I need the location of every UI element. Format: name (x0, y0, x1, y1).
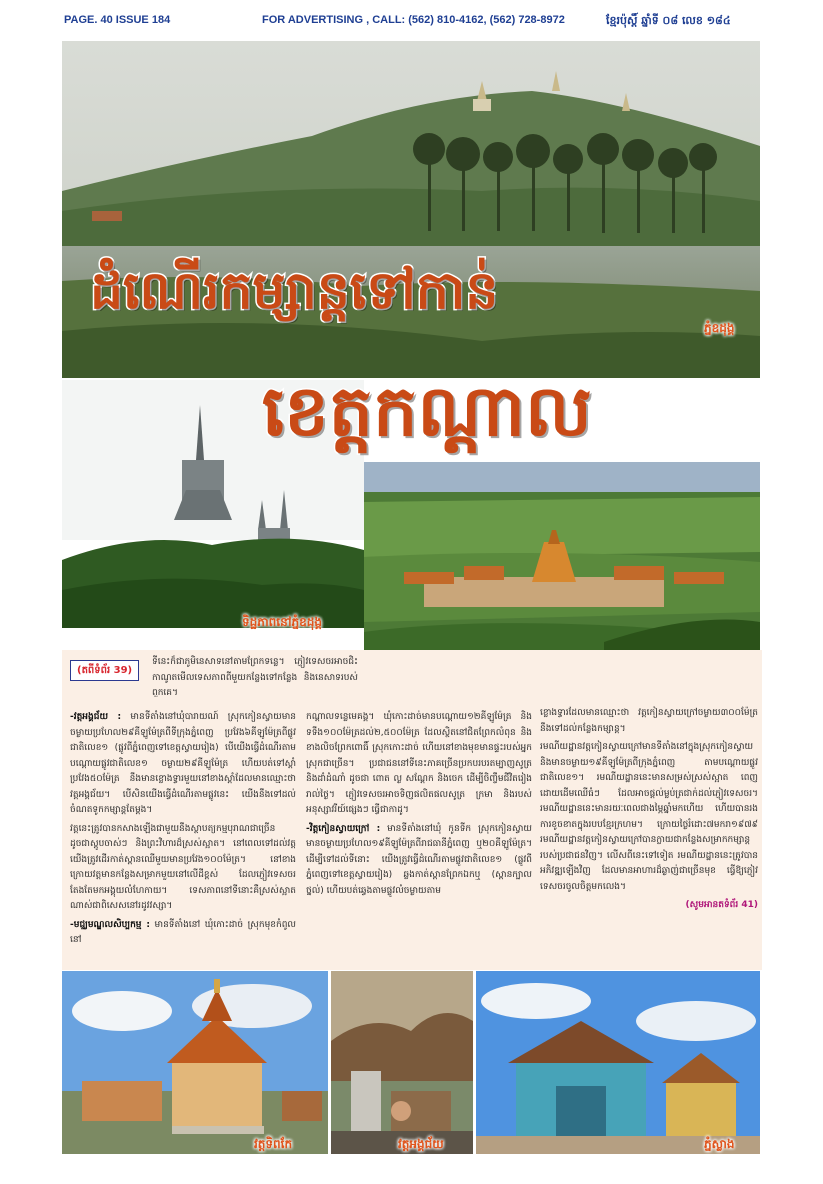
continued-from-badge: (តពីទំព័រ 39) (70, 660, 139, 681)
hero-caption: ភ្នំឧដុង្គ (704, 321, 735, 335)
bottom-caption-1: វត្តទិពកែ (254, 1137, 293, 1151)
article-column-3 (540, 706, 758, 965)
advertising-label: FOR ADVERTISING , CALL: (562) 810-4162, (562) 728-8972 (262, 14, 565, 26)
handicraft-center-heading: -មជ្ឈមណ្ឌលសិប្បកម្ម : (70, 919, 150, 930)
continued-on-link[interactable]: (សូមអានតទំព័រ 41) (685, 900, 758, 910)
handicraft-center-text: មានទីតាំងនៅ ឃុំកោះដាច់ ស្រុកមុខកំពូល នៅ (70, 919, 296, 945)
col2-paragraph-2 (306, 822, 532, 900)
article-title-line-1: ដំណើរកម្សាន្តទៅកាន់ (90, 261, 499, 321)
wat-angkor-chey-text: មានទីតាំងនៅឃុំបារាយណ៍ ស្រុកកៀនស្វាយមានចម្ងាយប្រហែល២៩គីឡូម៉ែត្រពីទីក្រុងភ្នំពេញ ប្រវែង៦គីឡូម៉ែត្រពីផ្លូវជាតិលេខ១ (ផ្លូវពីភ្នំពេញទៅខេត្តស្វាយរៀង) បើយើងធ្វើដំណើរតាមបណ្ដោយផ្លូវជាតិលេខ១ ចម្ងាយ២៩គីឡូម៉ែត្រ ហើយបត់ទៅស្ដាំប្រវែង៥០ម៉ែត្រ នឹងមានខ្លោងទ្វារមួយនៅខាងស្ដាំដែលមានឈ្មោះថា វត្តអង្គជ័យ។ បើសិនយើងធ្វើដំណើរតាមផ្លូវនេះ យើងនឹងទៅដល់ចំណតទូកកម្សាន្តតែម្ដង។ (70, 712, 296, 815)
article-column-1 (70, 710, 296, 965)
col2-paragraph-1: កណ្ដាលទន្លេមេគង្គ។ ឃុំកោះដាច់មានបណ្ដោយ១២គីឡូម៉ែត្រ និងទទឹង១០០ម៉ែត្រដល់២,៥០០ម៉ែត្រ ដែលស្ថិតនៅជិតព្រែកលំពុន និងខាងលិចព្រែកពោធិ៍ ស្រុកកោះដាច់ ហើយនៅខាងមុខមានផ្ទះរបស់អ្នកស្រុកជាច្រើន។ ប្រជាជននៅទីនេះភាគច្រើនប្រកបរបរតម្បាញសូត្រ និងដាំដំណាំ ដូចជា ពោត ល្ង សណ្ដែក និងចេក ដើម្បីចិញ្ចឹមជីវិតរៀងរាល់ថ្ងៃ។ ភ្ញៀវទេសចរអាចទិញផលិតផលសូត្រ ក្រមា និងរបស់អនុស្សាវរីយ៍ផ្សេងៗ ធ្វើជាកាដូ។ (306, 712, 532, 815)
col3-paragraph-1: ខ្លោងទ្វារដែលមានឈ្មោះថា វត្តកៀនស្វាយក្រៅចម្ងាយ៣០០ម៉ែត្រ នឹងទៅដល់កន្លែងកម្សាន្ត។ (540, 708, 758, 734)
article-title-line-2: ខេត្តកណ្ដាល (262, 370, 592, 452)
article-column-2 (306, 710, 532, 965)
bottom-caption-2: វត្តអង្គជ័យ (398, 1137, 444, 1151)
col1-paragraph-2: វត្តនេះត្រូវបានកសាងឡើងជាមួយនឹងស្ថាបត្យកម្មបុរាណជាច្រើន ដូចជាស្តូបចាស់ៗ និងព្រះវិហារដ៏ស្រស់ស្អាត។ នៅពេលទៅដល់វត្ត យើងត្រូវដើរកាត់ស្ពានឈើមួយមានប្រវែង១០០ម៉ែត្រ។ នៅខាងក្រោយវត្តមានកន្លែងសម្រាកមួយនៅលើដីខ្ពស់ ដែលភ្ញៀវទេសចរតែងតែមកអង្គុយលំហែកាយ។ ទេសភាពនៅទីនោះគឺស្រស់ស្អាតណាស់ជាពិសេសនៅរដូវវស្សា។ (70, 823, 296, 911)
bottom-photo-2 (331, 971, 473, 1154)
intro-paragraph: ទីនេះក៏ជាភូមិនេសាទនៅតាមព្រែកទន្លេ។ ភ្ញៀវទេសចរអាចជិះកាណូតមើលទេសភាពពីមួយកន្លែងទៅកន្លែង និងនេសាទរបស់ពួកគេ។ (152, 657, 358, 697)
col1-paragraph-3 (70, 918, 296, 949)
article-intro (152, 655, 358, 697)
bottom-photo-1 (62, 971, 328, 1154)
bottom-caption-3: ភ្នំស្លាង (704, 1137, 735, 1151)
kien-svay-text: មានទីតាំងនៅឃុំ កូនទីក ស្រុកកៀនស្វាយ មានចម្ងាយប្រហែល១៩គីឡូម៉ែត្រពីរាជធានីភ្នំពេញ ឬ២០គីឡូម៉ែត្រ។ ដើម្បីទៅដល់ទីនោះ យើងត្រូវធ្វើដំណើរតាមផ្លូវជាតិលេខ១ (ផ្លូវពីភ្នំពេញទៅខេត្តស្វាយរៀង) ឆ្លងកាត់ស្ពានព្រែកឯកឬ (ស្ពានក្បាលថ្នល់) ហើយបត់ឆ្វេងតាមផ្លូវលំចម្ងាយតាម (306, 823, 532, 896)
kien-svay-heading: -វិត្តកៀនស្វាយក្រៅ : (306, 823, 381, 834)
col1-paragraph-1 (70, 710, 296, 819)
bottom-photo-3 (476, 971, 760, 1154)
page-issue-label: PAGE. 40 ISSUE 184 (64, 14, 171, 26)
page-header (0, 0, 823, 36)
col3-paragraph-2: រមណីយដ្ឋានវត្តកៀនស្វាយក្រៅមានទីតាំងនៅក្នុងស្រុកកៀនស្វាយ និងមានចម្ងាយ១៩គីឡូម៉ែត្រពីក្រុងភ្នំពេញ តាមបណ្ដោយផ្លូវជាតិលេខ១។ រមណីយដ្ឋាននេះមានសម្រស់ស្រស់ស្អាត ពេញដោយដើមឈើធំៗ ដែលអាចផ្ដល់ម្លប់ត្រជាក់ដល់ភ្ញៀវទេសចរ។ រមណីយដ្ឋាននេះមានរយៈពេលជាងម្ភៃឆ្នាំមកហើយ ហើយបានរងការខូចខាតក្នុងរបបខ្មែរក្រហម។ ក្រោយថ្ងៃរំដោះ៧មករា១៩៧៩ រមណីយដ្ឋានវត្តកៀនស្វាយក្រៅបានក្លាយជាកន្លែងសម្រាកកម្សាន្តរបស់ប្រជាជនវិញ។ លើសពីនេះទៅទៀត រមណីយដ្ឋាននេះត្រូវបានអភិវឌ្ឍឡើងវិញ ដែលមានអាហារដ៏ឆ្ងាញ់ជាច្រើនមុខ ធ្វើឱ្យភ្ញៀវទេសចរចូលចិត្តមកលេង។ (540, 742, 758, 892)
wat-angkor-chey-heading: -វត្តអង្គជ័យ : (70, 712, 122, 722)
temple-caption: ទិដ្ឋភាពនៅភ្នំឧដុង្គ (242, 615, 322, 629)
masthead-label: ខ្មែរប៉ុស្តិ៍ ឆ្នាំទី ០៨ លេខ ១៨៤ (606, 14, 731, 27)
